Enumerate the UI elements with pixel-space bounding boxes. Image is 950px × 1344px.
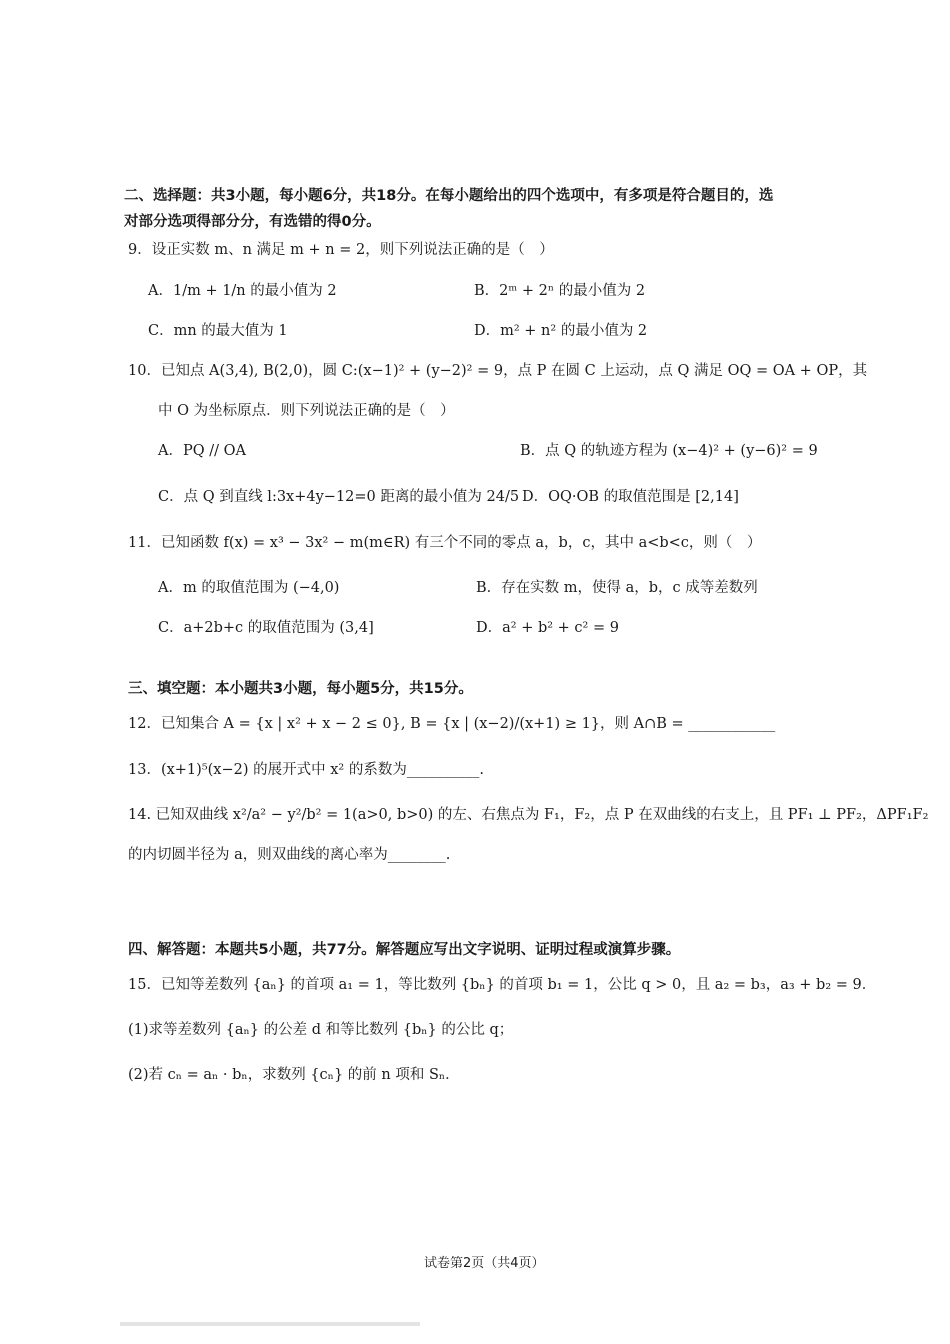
section-2-heading-line-1: 二、选择题：共3小题，每小题6分，共18分。在每小题给出的四个选项中，有多项是符合题目的，选 [124, 188, 774, 204]
question-13-stem: 13．(x+1)⁵(x−2) 的展开式中 x² 的系数为__________. [128, 762, 484, 778]
question-15-part-2: (2)若 cₙ = aₙ · bₙ，求数列 {cₙ} 的前 n 项和 Sₙ． [128, 1067, 460, 1083]
question-9-option-b: B．2ᵐ + 2ⁿ 的最小值为 2 [474, 283, 646, 299]
page-footer: 试卷第2页（共4页） [424, 1256, 545, 1271]
question-9-option-c: C．mn 的最大值为 1 [148, 323, 288, 339]
question-10-option-d: D．OQ·OB 的取值范围是 [2,14] [522, 489, 739, 505]
question-9-stem: 9．设正实数 m、n 满足 m + n = 2，则下列说法正确的是（ ） [128, 242, 554, 258]
question-10-stem-line-2: 中 O 为坐标原点．则下列说法正确的是（ ） [158, 403, 455, 419]
question-15-part-1: (1)求等差数列 {aₙ} 的公差 d 和等比数列 {bₙ} 的公比 q； [128, 1022, 514, 1038]
section-2-heading-line-2: 对部分选项得部分分，有选错的得0分。 [124, 214, 381, 230]
question-11-option-c: C．a+2b+c 的取值范围为 (3,4] [158, 620, 374, 636]
question-10-stem-line-1: 10．已知点 A(3,4), B(2,0)，圆 C:(x−1)² + (y−2)² = 9，点 P 在圆 C 上运动，点 Q 满足 OQ = OA + OP，其 [128, 363, 868, 379]
question-14-stem-line-1: 14. 已知双曲线 x²/a² − y²/b² = 1(a>0, b>0) 的左、右焦点为 F₁，F₂，点 P 在双曲线的右支上，且 PF₁ ⊥ PF₂，ΔPF₁F₂ [128, 807, 929, 823]
question-10-option-a: A．PQ // OA [158, 443, 246, 459]
section-4-heading: 四、解答题：本题共5小题，共77分。解答题应写出文字说明、证明过程或演算步骤。 [128, 942, 681, 958]
question-10-option-b: B．点 Q 的轨迹方程为 (x−4)² + (y−6)² = 9 [520, 443, 818, 459]
question-11-option-b: B．存在实数 m，使得 a，b，c 成等差数列 [476, 580, 758, 596]
question-15-stem: 15．已知等差数列 {aₙ} 的首项 a₁ = 1，等比数列 {bₙ} 的首项 b₁ = 1，公比 q > 0，且 a₂ = b₃，a₃ + b₂ = 9． [128, 977, 877, 993]
question-11-option-a: A．m 的取值范围为 (−4,0) [158, 580, 340, 596]
question-10-option-c: C．点 Q 到直线 l:3x+4y−12=0 距离的最小值为 24/5 [158, 489, 520, 505]
question-9-option-a: A．1/m + 1/n 的最小值为 2 [148, 283, 337, 299]
question-12-stem: 12．已知集合 A = {x | x² + x − 2 ≤ 0}, B = {x | (x−2)/(x+1) ≥ 1}，则 A∩B = ____________ [128, 716, 776, 732]
scan-edge-shadow [120, 1322, 420, 1326]
section-3-heading: 三、填空题：本小题共3小题，每小题5分，共15分。 [128, 681, 473, 697]
question-11-stem: 11．已知函数 f(x) = x³ − 3x² − m(m∈R) 有三个不同的零点 a，b，c，其中 a<b<c，则（ ） [128, 535, 762, 551]
question-9-option-d: D．m² + n² 的最小值为 2 [474, 323, 648, 339]
question-11-option-d: D．a² + b² + c² = 9 [476, 620, 619, 636]
question-14-stem-line-2: 的内切圆半径为 a，则双曲线的离心率为________. [128, 847, 451, 863]
